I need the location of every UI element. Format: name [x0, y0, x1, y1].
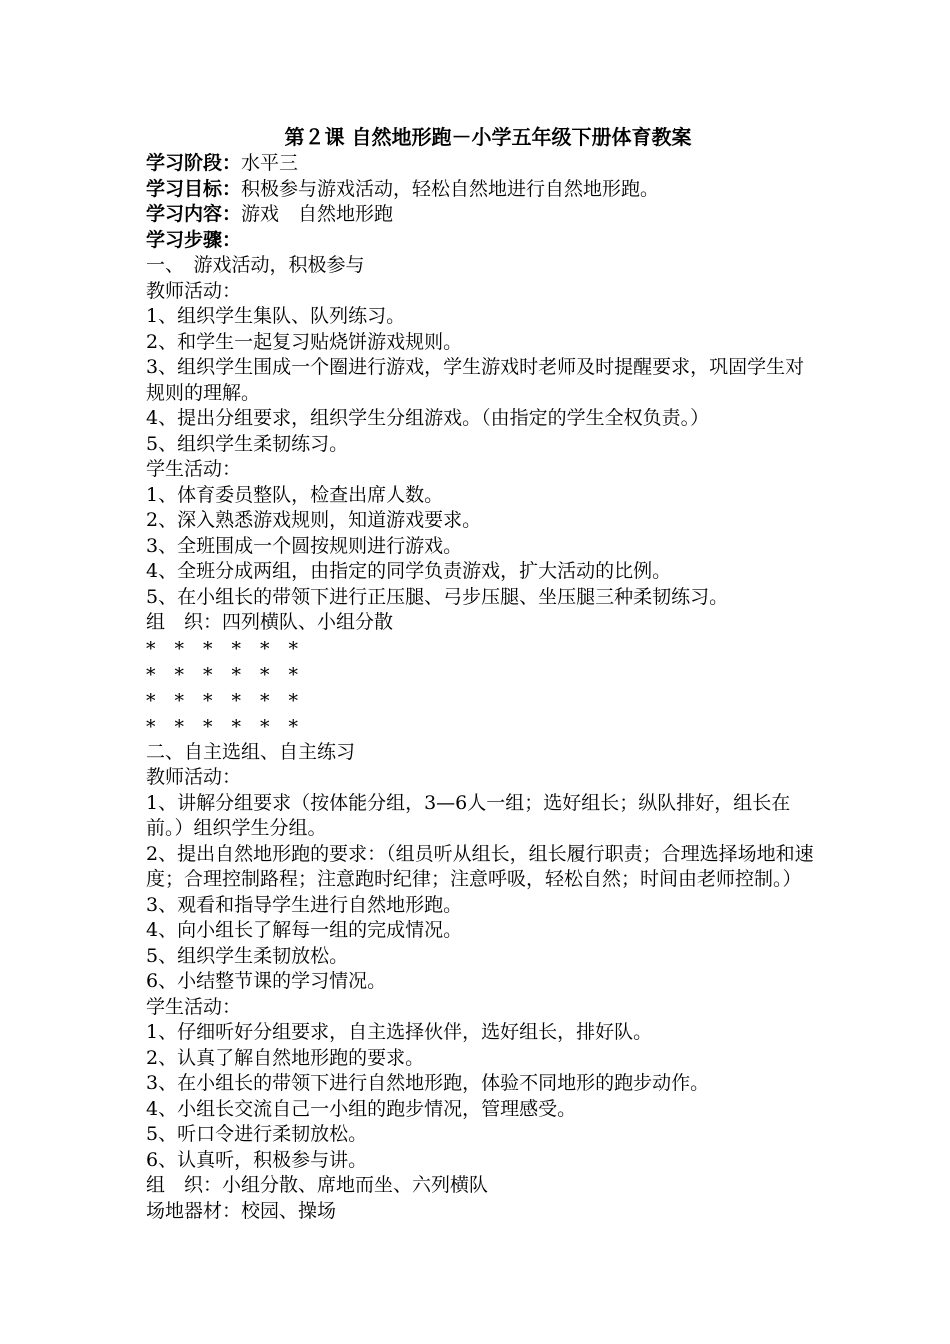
- content-label: 学习内容：: [146, 203, 242, 225]
- list-item: 2、和学生一起复习贴烧饼游戏规则。: [146, 330, 463, 353]
- goal-line: [146, 177, 830, 203]
- list-item: 2、提出自然地形跑的要求：（组员听从组长，组长履行职责；合理选择场地和速度；合理控制路程；注意跑时纪律；注意呼吸，轻松自然；时间由老师控制。）: [146, 842, 814, 890]
- goal-label: 学习目标：: [146, 177, 242, 200]
- list-item: 1、体育委员整队，检查出席人数。: [146, 483, 444, 506]
- list-item: 3、观看和指导学生进行自然地形跑。: [146, 893, 463, 916]
- section2-organization: 组 织：小组分散、席地而坐、六列横队: [146, 1174, 489, 1196]
- formation-row: * * * * * *: [146, 689, 299, 712]
- list-item: 3、在小组长的带领下进行自然地形跑，体验不同地形的跑步动作。: [146, 1072, 710, 1094]
- content-value: 游戏 自然地形跑: [241, 203, 394, 225]
- list-item: 4、向小组长了解每一组的完成情况。: [146, 919, 463, 941]
- section2-student-label: 学生活动：: [146, 995, 242, 1018]
- formation-row: * * * * * *: [146, 637, 299, 660]
- list-item: 6、小结整节课的学习情况。: [146, 970, 387, 992]
- list-item: 4、小组长交流自己一小组的跑步情况，管理感受。: [146, 1097, 577, 1120]
- section1-student-label: 学生活动：: [146, 458, 242, 480]
- list-item: 5、听口令进行柔韧放松。: [146, 1123, 368, 1145]
- stage-line: [146, 151, 830, 177]
- list-item: 2、认真了解自然地形跑的要求。: [146, 1046, 425, 1069]
- section2-heading: 二、自主选组、自主练习: [146, 740, 356, 763]
- list-item: 1、组织学生集队、队列练习。: [146, 305, 406, 327]
- formation-row: * * * * * *: [146, 663, 299, 686]
- equipment-line: 场地器材：校园、操场: [146, 1199, 337, 1222]
- list-item: 5、组织学生柔韧练习。: [146, 432, 349, 455]
- content-line: [146, 202, 830, 228]
- list-item: 5、在小组长的带领下进行正压腿、弓步压腿、坐压腿三种柔韧练习。: [146, 585, 729, 608]
- goal-value: 积极参与游戏活动，轻松自然地进行自然地形跑。: [241, 177, 660, 200]
- list-item: 1、仔细听好分组要求，自主选择伙伴，选好组长，排好队。: [146, 1021, 653, 1043]
- stage-label: 学习阶段：: [146, 152, 242, 174]
- section2-teacher-label: 教师活动：: [146, 766, 242, 788]
- section1-heading: 一、 游戏活动，积极参与: [146, 254, 365, 276]
- list-item: 4、提出分组要求，组织学生分组游戏。（由指定的学生全权负责。）: [146, 407, 710, 429]
- list-item: 5、组织学生柔韧放松。: [146, 944, 349, 967]
- section1-organization: 组 织：四列横队、小组分散: [146, 611, 394, 633]
- list-item: 3、全班围成一个圆按规则进行游戏。: [146, 534, 463, 557]
- stage-value: 水平三: [241, 152, 299, 174]
- list-item: 4、全班分成两组，由指定的同学负责游戏，扩大活动的比例。: [146, 560, 672, 582]
- document-title: 第２课 自然地形跑－小学五年级下册体育教案: [284, 125, 692, 149]
- section1-teacher-label: 教师活动：: [146, 279, 242, 302]
- list-item: 2、深入熟悉游戏规则，知道游戏要求。: [146, 509, 482, 531]
- list-item: 6、认真听，积极参与讲。: [146, 1148, 368, 1171]
- formation-row: * * * * * *: [146, 715, 299, 738]
- steps-label: 学习步骤：: [146, 228, 242, 251]
- list-item: 3、组织学生围成一个圈进行游戏，学生游戏时老师及时提醒要求，巩固学生对规则的理解。: [146, 356, 805, 404]
- list-item: 1、讲解分组要求（按体能分组，3—6人一组；选好组长；纵队排好，组长在前。）组织学生分组。: [146, 791, 791, 839]
